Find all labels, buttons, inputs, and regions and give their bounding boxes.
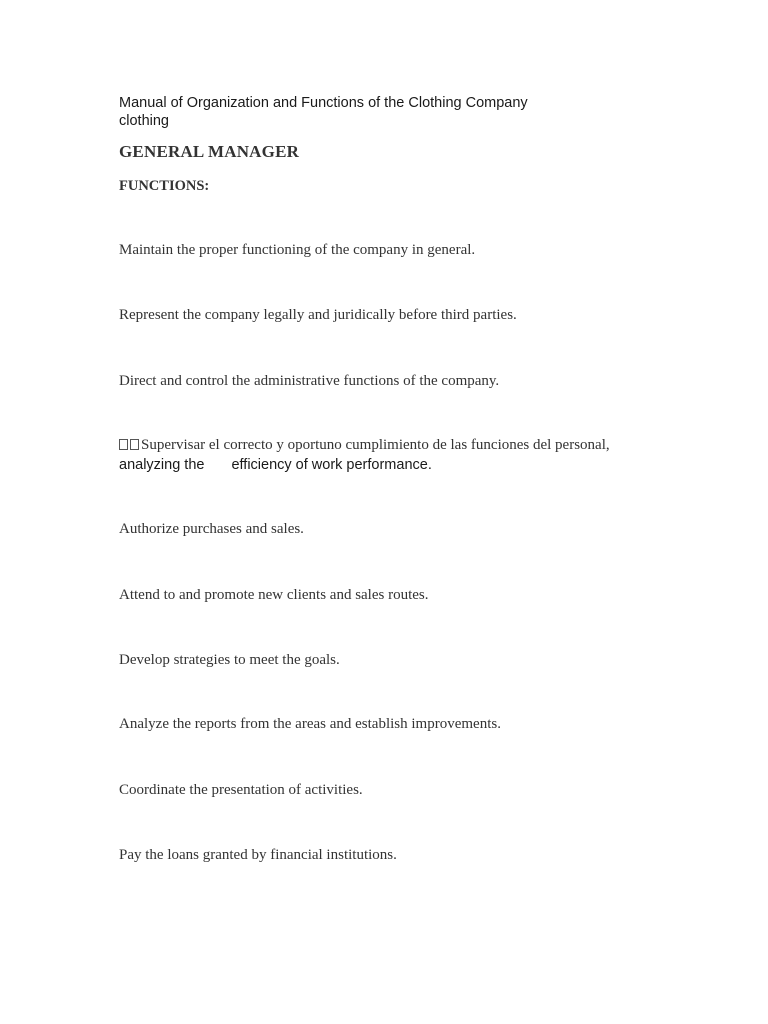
section-label-functions: FUNCTIONS: bbox=[119, 178, 210, 194]
function-item: Represent the company legally and juridically before third parties. bbox=[119, 307, 517, 323]
function-item: Analyze the reports from the areas and establish improvements. bbox=[119, 716, 501, 732]
header-line-1: Manual of Organization and Functions of the Clothing Company bbox=[119, 95, 528, 111]
document-header bbox=[119, 94, 679, 130]
page-title: GENERAL MANAGER bbox=[119, 142, 300, 161]
function-item: Maintain the proper functioning of the company in general. bbox=[119, 242, 476, 258]
function-item bbox=[119, 435, 679, 475]
function-item: Pay the loans granted by financial institutions. bbox=[119, 847, 397, 863]
header-line-2: clothing bbox=[119, 113, 169, 129]
missing-glyph-icon bbox=[119, 439, 128, 450]
function-item: Develop strategies to meet the goals. bbox=[119, 652, 340, 668]
function-item: Direct and control the administrative functions of the company. bbox=[119, 373, 500, 389]
function-item-continuation bbox=[119, 455, 679, 475]
function-item: Authorize purchases and sales. bbox=[119, 521, 304, 537]
function-item-text: Supervisar el correcto y oportuno cumplimiento de las funciones del personal, bbox=[141, 437, 610, 453]
function-item: Coordinate the presentation of activities. bbox=[119, 782, 363, 798]
continuation-part-a: analyzing the bbox=[119, 457, 205, 473]
continuation-part-b: efficiency of work performance. bbox=[231, 457, 432, 473]
missing-glyph-icon bbox=[130, 439, 139, 450]
function-item: Attend to and promote new clients and sales routes. bbox=[119, 587, 429, 603]
